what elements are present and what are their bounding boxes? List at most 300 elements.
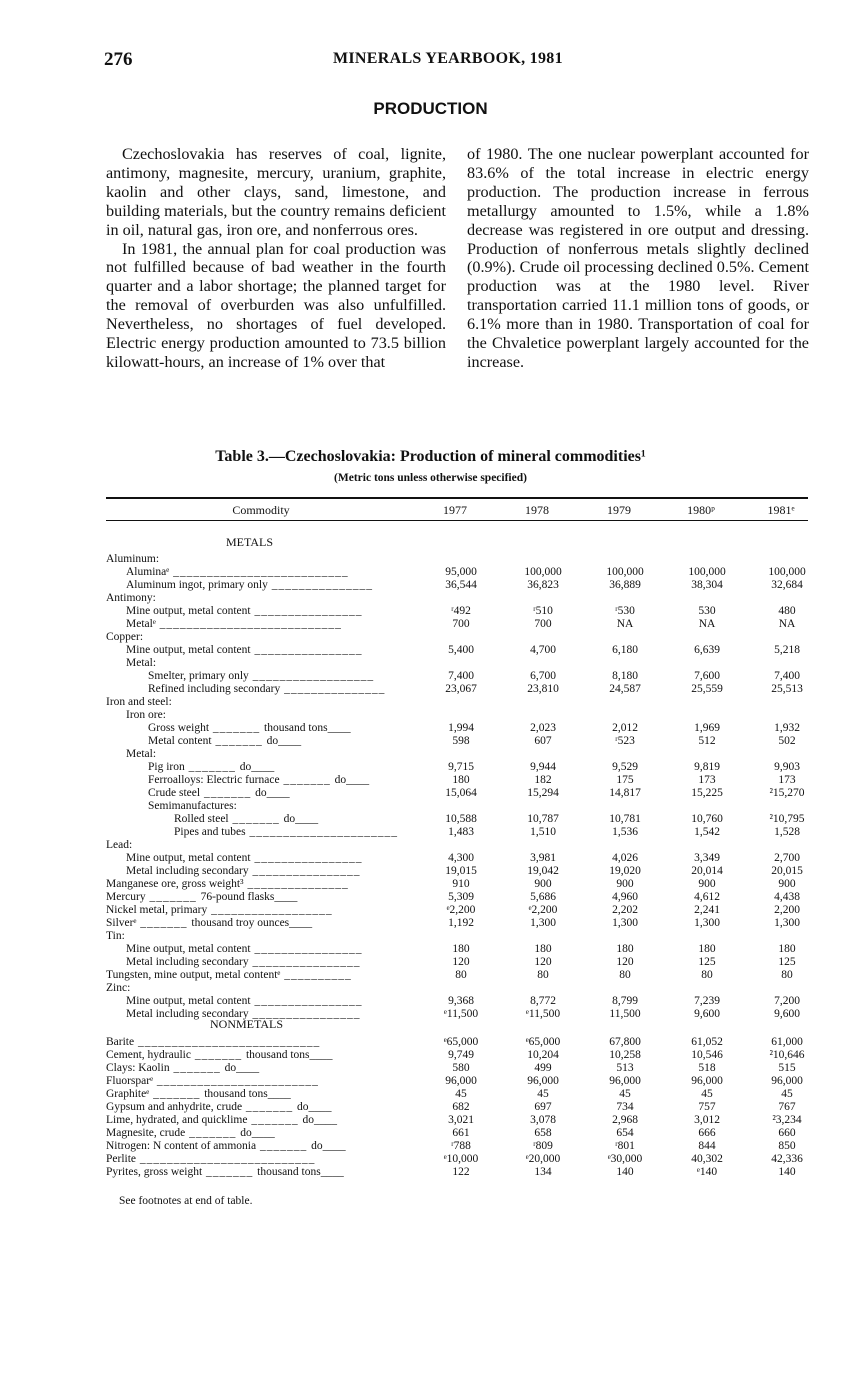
row-label [148, 800, 402, 813]
table-cell: 3,981 [530, 852, 556, 864]
table-cell: 45 [701, 1088, 713, 1100]
table-cell: 4,960 [612, 891, 638, 903]
row-label-text: Mine output, metal content [126, 943, 251, 955]
paragraph-1: Czechoslovakia has reserves of coal, lignite, antimony, magnesite, mercury, uranium, graphite, kaolin and other clays, sand, limestone, and building materials, but the country remains deficient in oil, natural gas, iron ore, and nonferrous ores. [106, 145, 446, 239]
row-label [126, 657, 402, 670]
row-label-text: Aluminum ingot, primary only [126, 579, 268, 591]
table-cell: 100,000 [524, 566, 562, 578]
table-row [106, 1036, 808, 1049]
table-cell: 3,078 [530, 1114, 556, 1126]
table-cell: 1,300 [694, 917, 720, 929]
table-cell: 61,052 [691, 1036, 723, 1048]
table-cell: ʳ492 [451, 605, 471, 617]
table-cell: 4,026 [612, 852, 638, 864]
table-cell: 900 [778, 878, 796, 890]
row-unit: do [302, 1114, 314, 1126]
row-label [106, 1075, 402, 1088]
table-cell: 5,686 [530, 891, 556, 903]
table-cell: 850 [778, 1140, 796, 1152]
table-cell: 42,336 [771, 1153, 803, 1165]
table-cell: 518 [698, 1062, 716, 1074]
table-row [106, 1088, 808, 1101]
row-label [106, 1101, 402, 1114]
row-unit: thousand tons [264, 722, 328, 734]
table-cell: 1,510 [530, 826, 556, 838]
leader-dots: _______ [145, 891, 201, 903]
row-label-text: Ferroalloys: Electric furnace [148, 774, 280, 786]
table-cell: 499 [534, 1062, 552, 1074]
table-cell: 5,309 [448, 891, 474, 903]
table-cell: 9,944 [530, 761, 556, 773]
table-cell: ᵉ20,000 [525, 1153, 561, 1165]
row-label-text: Tungsten, mine output, metal contentᵉ [106, 969, 281, 981]
leader-dots: __________________________ [169, 566, 349, 578]
row-label [126, 943, 402, 956]
row-label-text: Silverᵉ [106, 917, 137, 929]
table-cell: 11,500 [609, 1008, 641, 1020]
table-cell: ʳ530 [615, 605, 635, 617]
leader-dots: _______ [279, 774, 335, 786]
row-label [106, 1140, 402, 1153]
table-cell: 45 [537, 1088, 549, 1100]
row-label [106, 930, 402, 943]
row-label [106, 878, 402, 891]
table-row [106, 1049, 808, 1062]
leader-dots: ________________ [248, 956, 361, 968]
row-label-text: Metalᵉ [126, 618, 156, 630]
table-cell: 20,014 [691, 865, 723, 877]
row-label [148, 735, 402, 748]
row-unit: 76-pound flasks [200, 891, 275, 903]
table-cell: 173 [778, 774, 796, 786]
leader-dots: _______ [247, 1114, 303, 1126]
table-cell: 900 [616, 878, 634, 890]
leader-dots: _______ [211, 735, 267, 747]
table-cell: 767 [778, 1101, 796, 1113]
table-cell: 3,012 [694, 1114, 720, 1126]
table-cell: 45 [619, 1088, 631, 1100]
table-footnote: See footnotes at end of table. [119, 1195, 253, 1207]
text-column-right [467, 145, 809, 372]
table-cell: 36,544 [445, 579, 477, 591]
row-label [148, 761, 402, 774]
table-cell: 515 [778, 1062, 796, 1074]
table-row [106, 995, 808, 1008]
table-row [106, 956, 808, 969]
row-label [106, 1114, 402, 1127]
row-label-text: Barite [106, 1036, 135, 1048]
row-label [174, 813, 402, 826]
table-cell: 36,823 [527, 579, 559, 591]
table-row [106, 774, 808, 787]
row-label [106, 592, 402, 605]
table-row [106, 891, 808, 904]
table-row [106, 553, 808, 566]
row-label-text: Mine output, metal content [126, 644, 251, 656]
table-cell: 80 [701, 969, 713, 981]
table-cell: 80 [619, 969, 631, 981]
row-label [106, 904, 402, 917]
leader-dots: _______ [185, 1127, 241, 1139]
row-label-text: Tin: [106, 930, 125, 942]
table-row [106, 670, 808, 683]
leader-dots: ________________ [248, 1008, 361, 1020]
table-cell: 23,067 [445, 683, 477, 695]
table-cell: 757 [698, 1101, 716, 1113]
table-cell: 4,300 [448, 852, 474, 864]
table-cell: 25,559 [691, 683, 723, 695]
table-row [106, 1075, 808, 1088]
table-cell: 7,200 [774, 995, 800, 1007]
row-label [106, 1127, 402, 1140]
table-cell: 180 [698, 943, 716, 955]
row-label [126, 618, 402, 631]
leader-dots: ____ [308, 1101, 332, 1113]
row-label [126, 956, 402, 969]
row-label-text: Metal: [126, 657, 157, 669]
leader-dots: ____ [346, 774, 370, 786]
row-unit: do [297, 1101, 309, 1113]
table-cell: 10,258 [609, 1049, 641, 1061]
table-cell: ʳ523 [615, 735, 635, 747]
leader-dots: ____ [266, 787, 290, 799]
table-cell: 1,969 [694, 722, 720, 734]
header-1979: 1979 [607, 503, 631, 517]
table-row [106, 800, 808, 813]
table-cell: 1,300 [774, 917, 800, 929]
table-cell: 1,300 [612, 917, 638, 929]
table-cell: 15,064 [445, 787, 477, 799]
running-head: MINERALS YEARBOOK, 1981 [333, 50, 563, 67]
leader-dots: _______ [209, 722, 265, 734]
table-cell: 1,192 [448, 917, 474, 929]
row-unit: thousand tons [245, 1049, 310, 1061]
table-row [106, 930, 808, 943]
leader-dots: ________________ [248, 865, 361, 877]
leader-dots: __________________ [248, 670, 375, 682]
table-cell: 7,600 [694, 670, 720, 682]
table-row [106, 722, 808, 735]
table-row [106, 787, 808, 800]
table-cell: 3,021 [448, 1114, 474, 1126]
table-row [106, 852, 808, 865]
leader-dots: _______ [256, 1140, 312, 1152]
table-cell: 844 [698, 1140, 716, 1152]
table-row [106, 826, 808, 839]
header-1978: 1978 [525, 503, 549, 517]
leader-dots: _______ [136, 917, 192, 929]
table-cell: ²10,646 [769, 1049, 805, 1061]
table-cell: 9,600 [694, 1008, 720, 1020]
leader-dots: _______ [190, 1049, 246, 1061]
leader-dots: ____ [295, 813, 319, 825]
table-row [106, 1101, 808, 1114]
paragraph-3: of 1980. The one nuclear powerplant accounted for 83.6% of the total increase in electric energy production. The production increase in ferrous metallurgy amounted to 1.5%, while a 1.8% decrease was registered in ore output and dressing. Production of nonferrous metals slightly declined (0.9%). Crude oil processing declined 0.5%. Cement production was at the 1980 level. River transportation carried 11.1 million tons of goods, or 6.1% more than in 1980. Transportation of coal for the Chvaletice powerplant largely accounted for the increase. [467, 145, 809, 371]
table-subtitle: (Metric tons unless otherwise specified) [334, 472, 527, 484]
table-cell: ᵉ140 [696, 1166, 718, 1178]
table-cell: 10,787 [527, 813, 559, 825]
leader-dots: _______ [169, 1062, 225, 1074]
table-cell: 19,020 [609, 865, 641, 877]
row-unit: do [266, 735, 279, 747]
text-column-left [106, 145, 446, 372]
table-cell: 580 [452, 1062, 470, 1074]
row-label-text: Refined including secondary [148, 683, 281, 695]
row-label [106, 1036, 402, 1049]
table-cell: 80 [537, 969, 549, 981]
table-cell: 125 [778, 956, 796, 968]
table-cell: ᵉ65,000 [443, 1036, 479, 1048]
row-label [126, 1008, 402, 1021]
table-cell: 180 [452, 774, 470, 786]
table-cell: 38,304 [691, 579, 723, 591]
table-cell: 2,202 [612, 904, 638, 916]
table-cell: 607 [534, 735, 552, 747]
table-cell: 9,749 [448, 1049, 474, 1061]
leader-dots: ____ [251, 1127, 275, 1139]
table-cell: 2,968 [612, 1114, 638, 1126]
row-unit: do [283, 813, 296, 825]
table-cell: 10,204 [527, 1049, 559, 1061]
table-cell: 9,903 [774, 761, 800, 773]
table-row [106, 878, 808, 891]
table-cell: ᵉ11,500 [443, 1008, 479, 1020]
leader-dots: ____ [320, 1166, 344, 1178]
header-1981: 1981ᵉ [767, 503, 795, 517]
row-label [126, 605, 402, 618]
leader-dots: _______________ [267, 579, 373, 591]
leader-dots: ____ [274, 891, 298, 903]
table-cell: 96,000 [527, 1075, 559, 1087]
table-cell: 15,294 [527, 787, 559, 799]
row-label-text: Iron ore: [126, 709, 166, 721]
leader-dots: __________________________ [136, 1153, 316, 1165]
table-cell: 8,799 [612, 995, 638, 1007]
table-cell: 45 [455, 1088, 467, 1100]
row-label-text: Pig iron [148, 761, 185, 773]
row-label-text: Metal including secondary [126, 865, 249, 877]
row-label [106, 839, 402, 852]
row-label-text: Pyrites, gross weight [106, 1166, 203, 1178]
table-cell: 8,772 [530, 995, 556, 1007]
table-cell: 180 [616, 943, 634, 955]
leader-dots: __________________ [207, 904, 333, 916]
table-cell: 96,000 [609, 1075, 641, 1087]
table-cell: 3,349 [694, 852, 720, 864]
row-label-text: Smelter, primary only [148, 670, 249, 682]
row-label [106, 631, 402, 644]
table-row [106, 683, 808, 696]
table-row [106, 748, 808, 761]
row-label [106, 969, 402, 982]
table-cell: ʳ801 [615, 1140, 635, 1152]
table-cell: 661 [452, 1127, 470, 1139]
leader-dots: _______ [149, 1088, 205, 1100]
row-label [148, 774, 402, 787]
table-cell: 654 [616, 1127, 634, 1139]
row-label [126, 995, 402, 1008]
table-top-rule [106, 497, 808, 499]
table-cell: 120 [616, 956, 634, 968]
table-cell: 180 [778, 943, 796, 955]
row-unit: thousand tons [204, 1088, 268, 1100]
table-row [106, 1127, 808, 1140]
table-cell: 14,817 [609, 787, 641, 799]
section-title: PRODUCTION [373, 99, 488, 118]
table-cell: 100,000 [688, 566, 726, 578]
table-cell: 23,810 [527, 683, 559, 695]
table-cell: 20,015 [771, 865, 803, 877]
row-label-text: Crude steel [148, 787, 201, 799]
section-metals: METALS [226, 535, 274, 549]
row-label [106, 891, 402, 904]
table-row [106, 735, 808, 748]
table-cell: NA [778, 618, 796, 630]
table-row [106, 761, 808, 774]
table-row [106, 813, 808, 826]
table-cell: 1,483 [448, 826, 474, 838]
table-cell: 734 [616, 1101, 634, 1113]
row-label [106, 1166, 402, 1179]
table-cell: 9,368 [448, 995, 474, 1007]
table-cell: 6,639 [694, 644, 720, 656]
leader-dots: ____ [278, 735, 302, 747]
table-cell: 10,781 [609, 813, 641, 825]
row-label-text: Magnesite, crude [106, 1127, 186, 1139]
paragraph-2: In 1981, the annual plan for coal production was not fulfilled because of bad weather in the fourth quarter and a labor shortage; the planned target for the removal of overburden was also unfulfilled. Nevertheless, no shortages of fuel developed. Electric energy production amounted to 73.5 billion kilowatt-hours, an increase of 1% over that [106, 239, 446, 371]
leader-dots: ____ [327, 722, 351, 734]
row-label-text: Cement, hydraulic [106, 1049, 191, 1061]
row-label [148, 787, 402, 800]
row-unit: do [334, 774, 347, 786]
table-cell: 67,800 [609, 1036, 641, 1048]
table-cell: 134 [534, 1166, 552, 1178]
table-row [106, 579, 808, 592]
leader-dots: _______________ [243, 878, 349, 890]
table-cell: 122 [452, 1166, 470, 1178]
table-cell: 512 [698, 735, 716, 747]
table-cell: 8,180 [612, 670, 638, 682]
table-cell: 125 [698, 956, 716, 968]
table-cell: 180 [452, 943, 470, 955]
table-cell: ʳ510 [533, 605, 553, 617]
row-label-text: Metal content [148, 735, 212, 747]
table-row [106, 1140, 808, 1153]
table-cell: 10,760 [691, 813, 723, 825]
table-row [106, 592, 808, 605]
table-cell: 80 [781, 969, 793, 981]
table-cell: 4,438 [774, 891, 800, 903]
table-row [106, 1166, 808, 1179]
row-label [126, 709, 402, 722]
row-label [106, 1088, 402, 1101]
row-label [106, 1062, 402, 1075]
row-unit: do [255, 787, 267, 799]
table-cell: 15,225 [691, 787, 723, 799]
leader-dots: __________ [280, 969, 352, 981]
table-cell: ᵉ10,000 [443, 1153, 479, 1165]
table-cell: 4,700 [530, 644, 556, 656]
table-cell: 182 [534, 774, 552, 786]
leader-dots: _______________ [280, 683, 386, 695]
table-cell: 2,012 [612, 722, 638, 734]
table-cell: 700 [534, 618, 552, 630]
leader-dots: ___________________________ [134, 1036, 321, 1048]
table-cell: 1,542 [694, 826, 720, 838]
table-cell: 175 [616, 774, 634, 786]
leader-dots: ____ [289, 917, 313, 929]
table-cell: 45 [781, 1088, 793, 1100]
table-row [106, 566, 808, 579]
table-cell: 19,015 [445, 865, 477, 877]
table-cell: 1,994 [448, 722, 474, 734]
row-label [106, 1153, 402, 1166]
table-row [106, 657, 808, 670]
leader-dots: _______ [242, 1101, 298, 1113]
row-label [106, 696, 402, 709]
leader-dots: ____ [313, 1114, 337, 1126]
table-row [106, 943, 808, 956]
table-cell: 9,715 [448, 761, 474, 773]
row-label-text: Metal including secondary [126, 1008, 249, 1020]
table-cell: 24,587 [609, 683, 641, 695]
table-cell: 120 [452, 956, 470, 968]
header-commodity: Commodity [232, 503, 290, 517]
row-label-text: Zinc: [106, 982, 131, 994]
table-title: Table 3.—Czechoslovakia: Production of mineral commodities¹ [215, 448, 646, 465]
table-cell: ᵉ2,200 [446, 904, 476, 916]
leader-dots: ________________ [250, 644, 363, 656]
table-cell: 9,819 [694, 761, 720, 773]
table-cell: 140 [778, 1166, 796, 1178]
table-cell: 61,000 [771, 1036, 803, 1048]
section-nonmetals: NONMETALS [210, 1017, 284, 1031]
row-label-text: Manganese ore, gross weight³ [106, 878, 244, 890]
leader-dots: ________________________ [153, 1075, 319, 1087]
row-label [126, 852, 402, 865]
table-cell: 7,400 [448, 670, 474, 682]
table-cell: 5,218 [774, 644, 800, 656]
leader-dots: ______________________ [245, 826, 398, 838]
row-label [106, 1049, 402, 1062]
table-row [106, 618, 808, 631]
row-label-text: Mine output, metal content [126, 995, 251, 1007]
table-cell: 5,400 [448, 644, 474, 656]
table-cell: NA [616, 618, 634, 630]
row-label-text: Metal including secondary [126, 956, 249, 968]
row-label-text: Semimanufactures: [148, 800, 237, 812]
table-cell: 900 [534, 878, 552, 890]
table-cell: 480 [778, 605, 796, 617]
table-cell: 900 [698, 878, 716, 890]
row-label-text: Lime, hydrated, and quicklime [106, 1114, 248, 1126]
table-cell: 100,000 [606, 566, 644, 578]
table-cell: 10,546 [691, 1049, 723, 1061]
row-unit: thousand tons [257, 1166, 321, 1178]
table-row [106, 1008, 808, 1021]
row-label-text: Aluminaᵉ [126, 566, 170, 578]
table-cell: 25,513 [771, 683, 803, 695]
leader-dots: ________________ [250, 605, 363, 617]
row-label-text: Pipes and tubes [174, 826, 246, 838]
table-cell: 100,000 [768, 566, 806, 578]
row-label-text: Nitrogen: N content of ammonia [106, 1140, 257, 1152]
leader-dots: _______ [200, 787, 256, 799]
row-label-text: Mine output, metal content [126, 852, 251, 864]
row-label [126, 865, 402, 878]
row-label [148, 683, 402, 696]
table-cell: 666 [698, 1127, 716, 1139]
